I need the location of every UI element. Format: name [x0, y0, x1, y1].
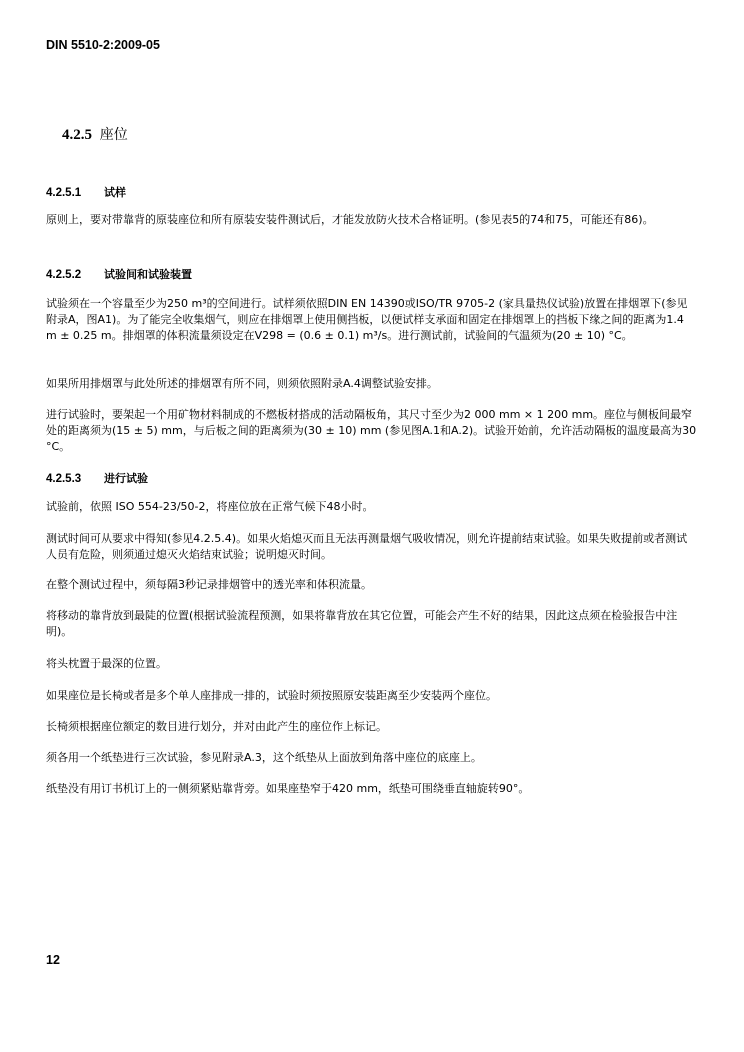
paragraph: 纸垫没有用订书机订上的一侧须紧贴靠背旁。如果座垫窄于420 mm，纸垫可围绕垂直轴旋转90°。 — [46, 782, 530, 795]
subsection-number: 4.2.5.3 — [46, 473, 82, 485]
paragraph: 在整个测试过程中，须每隔3秒记录排烟管中的透光率和体积流量。 — [46, 578, 372, 591]
subsection-heading-1 — [46, 184, 126, 200]
section-title: 座位 — [99, 127, 128, 143]
section-number: 4.2.5 — [62, 127, 92, 143]
paragraph: 试验须在一个容量至少为250 m³的空间进行。试样须依照DIN EN 14390或ISO/TR 9705-2 (家具量热仪试验)放置在排烟罩下(参见附录A，图A1)。为了能完全收集烟气，则应在排烟罩上使用侧挡板，以便试样支承面和固定在排烟罩上的挡板下缘之间的距离为1.4 m ± 0.25 m。排烟罩的体积流量须设定在V298 = (0.6 ± 0.1) m³/s。进行测试前，试验间的气温须为(20 ± 10) °C。 — [46, 297, 688, 342]
subsection-title: 试验间和试验装置 — [104, 268, 192, 281]
section-heading — [62, 124, 128, 144]
document-header-id: DIN 5510-2:2009-05 — [46, 38, 160, 52]
paragraph: 测试时间可从要求中得知(参见4.2.5.4)。如果火焰熄灭而且无法再测量烟气吸收情况，则允许提前结束试验。如果失败提前或者测试人员有危险，则须通过熄灭火焰结束试验；说明熄灭时间。 — [46, 532, 688, 561]
paragraph: 进行试验时，要架起一个用矿物材料制成的不燃板材搭成的活动隔板角，其尺寸至少为2 000 mm × 1 200 mm。座位与侧板间最窄处的距离须为(15 ± 5) mm，与后板之间的距离须为(30 ± 10) mm (参见图A.1和A.2)。试验开始前，允许活动隔板的温度最高为30 °C。 — [46, 408, 697, 453]
subsection-heading-3 — [46, 470, 148, 486]
paragraph: 原则上，要对带靠背的原装座位和所有原装安装件测试后，才能发放防火技术合格证明。(参见表5的74和75，可能还有86)。 — [46, 213, 654, 226]
page-number: 12 — [46, 953, 60, 967]
paragraph: 如果所用排烟罩与此处所述的排烟罩有所不同，则须依照附录A.4调整试验安排。 — [46, 377, 438, 390]
paragraph: 将头枕置于最深的位置。 — [46, 657, 167, 670]
subsection-number: 4.2.5.1 — [46, 187, 82, 199]
paragraph: 须各用一个纸垫进行三次试验，参见附录A.3，这个纸垫从上面放到角落中座位的底座上。 — [46, 751, 482, 764]
subsection-heading-2 — [46, 266, 192, 282]
paragraph: 试验前，依照 ISO 554-23/50-2，将座位放在正常气候下48小时。 — [46, 500, 374, 513]
paragraph: 长椅须根据座位额定的数目进行划分，并对由此产生的座位作上标记。 — [46, 720, 387, 733]
subsection-title: 进行试验 — [104, 472, 148, 485]
paragraph: 如果座位是长椅或者是多个单人座排成一排的，试验时须按照原安装距离至少安装两个座位。 — [46, 689, 497, 702]
subsection-number: 4.2.5.2 — [46, 269, 82, 281]
paragraph: 将移动的靠背放到最陡的位置(根据试验流程预测，如果将靠背放在其它位置，可能会产生不好的结果，因此这点须在检验报告中注明)。 — [46, 609, 678, 638]
subsection-title: 试样 — [104, 186, 126, 199]
